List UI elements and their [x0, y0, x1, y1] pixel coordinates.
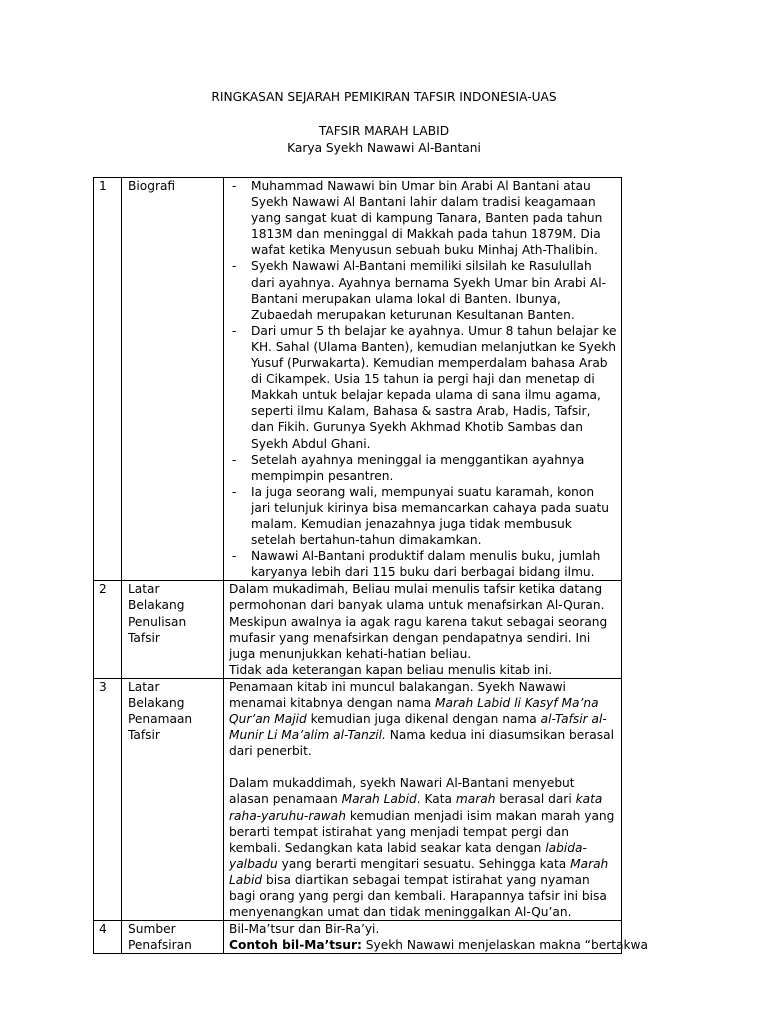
table-row [94, 178, 622, 581]
row-content [224, 678, 622, 920]
row-label: Sumber Penafsiran [122, 921, 224, 954]
document-subtitle: TAFSIR MARAH LABID [318, 124, 450, 138]
list-item: - Syekh Nawawi Al-Bantani memiliki silsilah ke Rasulullah dari ayahnya. Ayahnya bernama Syekh Umar bin Arabi Al-Bantani merupakan ulama lokal di Banten. Ibunya, Zubaedah merupakan keturunan Kesultanan Banten. [229, 258, 617, 322]
document-title: RINGKASAN SEJARAH PEMIKIRAN TAFSIR INDONESIA-UAS [211, 90, 557, 104]
summary-table [93, 177, 648, 954]
biography-list [229, 178, 617, 580]
table-row [94, 678, 622, 920]
list-item: - Setelah ayahnya meninggal ia menggantikan ayahnya mempimpin pesantren. [229, 452, 617, 484]
row-number: 1 [94, 178, 122, 581]
table-row [94, 581, 622, 679]
row-content [224, 581, 622, 679]
row-content [224, 178, 622, 581]
paragraph: Penamaan kitab ini muncul balakangan. Syekh Nawawi menamai kitabnya dengan nama Marah Labid li Kasyf Ma’na Qur’an Majid kemudian juga dikenal dengan nama al-Tafsir al-Munir Li Ma’alim al-Tanzil. Nama kedua ini diasumsikan berasal dari penerbit. [229, 679, 614, 759]
row-label: Latar Belakang Penamaan Tafsir [122, 678, 224, 920]
paragraph: Dalam mukadimah, Beliau mulai menulis tafsir ketika datang permohonan dari banyak ulama untuk menafsirkan Al-Quran. Meskipun awalnya ia agak ragu karena takut sebagai seorang mufasir yang menafsirkan dengan pendapatnya sendiri. Ini juga menunjukkan kehati-hatian beliau. [229, 582, 608, 661]
paragraph: Contoh bil-Ma’tsur: Syekh Nawawi menjelaskan makna “bertakwa [229, 938, 648, 953]
row-label: Latar Belakang Penulisan Tafsir [122, 581, 224, 679]
row-content [224, 921, 648, 954]
paragraph: Bil-Ma’tsur dan Bir-Ra’yi. [229, 922, 380, 937]
list-item: - Dari umur 5 th belajar ke ayahnya. Umur 8 tahun belajar ke KH. Sahal (Ulama Banten), kemudian melanjutkan ke Syekh Yusuf (Purwakarta). Kemudian memperdalam bahasa Arab di Cikampek. Usia 15 tahun ia pergi haji dan menetap di Makkah untuk belajar kepada ulama di sana ilmu agama, seperti ilmu Kalam, Bahasa & sastra Arab, Hadis, Tafsir, dan Fikih. Gurunya Syekh Akhmad Khotib Sambas dan Syekh Abdul Ghani. [229, 323, 617, 452]
list-item: - Ia juga seorang wali, mempunyai suatu karamah, konon jari telunjuk kirinya bisa memancarkan cahaya pada suatu malam. Kemudian jenazahnya juga tidak membusuk setelah bertahun-tahun dimakamkan. [229, 484, 617, 548]
row-number: 2 [94, 581, 122, 679]
row-number: 4 [94, 921, 122, 954]
paragraph-gap [229, 759, 617, 775]
list-item: - Nawawi Al-Bantani produktif dalam menulis buku, jumlah karyanya lebih dari 115 buku dari berbagai bidang ilmu. [229, 548, 617, 580]
list-item: - Muhammad Nawawi bin Umar bin Arabi Al Bantani atau Syekh Nawawi Al Bantani lahir dalam tradisi keagamaan yang sangat kuat di kampung Tanara, Banten pada tahun 1813M dan meninggal di Makkah pada tahun 1879M. Dia wafat ketika Menyusun sebuah buku Minhaj Ath-Thalibin. [229, 178, 617, 258]
paragraph: Tidak ada keterangan kapan beliau menulis kitab ini. [229, 662, 553, 677]
paragraph: Dalam mukaddimah, syekh Nawari Al-Bantani menyebut alasan penamaan Marah Labid. Kata marah berasal dari kata raha-yaruhu-rawah kemudian menjadi isim makan marah yang berarti tempat istirahat yang menjadi tempat pergi dan kembali. Sedangkan kata labid seakar kata dengan labida-yalbadu yang berarti mengitari sesuatu. Sehingga kata Marah Labid bisa diartikan sebagai tempat istirahat yang nyaman bagi orang yang pergi dan kembali. Harapannya tafsir ini bisa menyenangkan umat dan tidak meninggalkan Al-Qu’an. [229, 776, 615, 920]
document-author: Karya Syekh Nawawi Al-Bantani [287, 141, 481, 155]
row-label: Biografi [122, 178, 224, 581]
row-number: 3 [94, 678, 122, 920]
table-row [94, 921, 622, 954]
